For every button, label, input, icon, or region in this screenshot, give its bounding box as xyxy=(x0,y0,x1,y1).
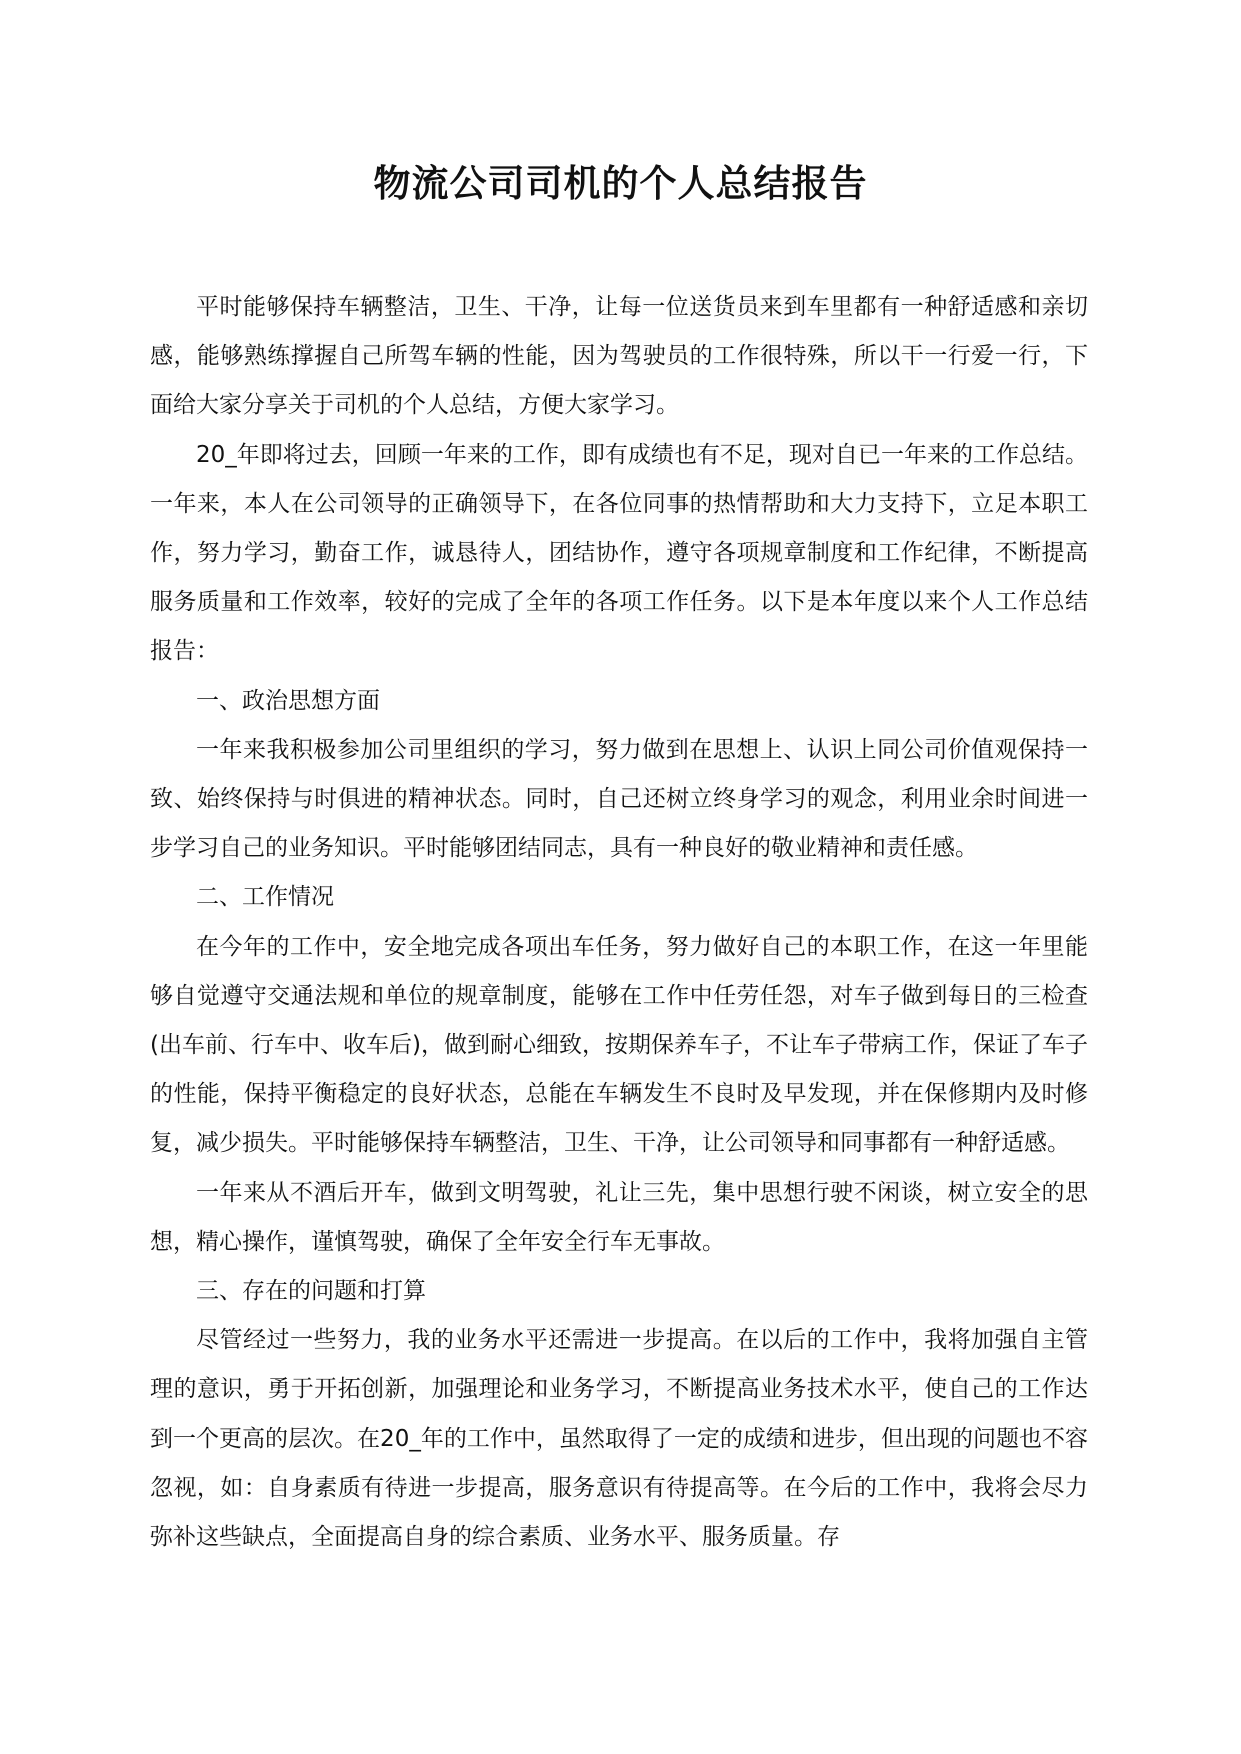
problems-paragraph: 尽管经过一些努力，我的业务水平还需进一步提高。在以后的工作中，我将加强自主管理的意识，勇于开拓创新，加强理论和业务学习，不断提高业务技术水平，使自己的工作达到一个更高的层次。在20_年的工作中，虽然取得了一定的成绩和进步，但出现的问题也不容忽视，如：自身素质有待进一步提高，服务意识有待提高等。在今后的工作中，我将会尽力弥补这些缺点，全面提高自身的综合素质、业务水平、服务质量。存 xyxy=(150,1327,1088,1551)
section-heading-work: 二、工作情况 xyxy=(196,884,334,911)
work-paragraph: 在今年的工作中，安全地完成各项出车任务，努力做好自己的本职工作，在这一年里能够自觉遵守交通法规和单位的规章制度，能够在工作中任劳任怨，对车子做到每日的三检查(出车前、行车中、收车后)，做到耐心细致，按期保养车子，不让车子带病工作，保证了车子的性能，保持平衡稳定的良好状态，总能在车辆发生不良时及早发现，并在保修期内及时修复，减少损失。平时能够保持车辆整洁，卫生、干净，让公司领导和同事都有一种舒适感。 xyxy=(150,933,1088,1157)
year-review-paragraph: 20_年即将过去，回顾一年来的工作，即有成绩也有不足，现对自已一年来的工作总结。一年来，本人在公司领导的正确领导下，在各位同事的热情帮助和大力支持下，立足本职工作，努力学习，勤奋工作，诚恳待人，团结协作，遵守各项规章制度和工作纪律，不断提高服务质量和工作效率，较好的完成了全年的各项工作任务。以下是本年度以来个人工作总结报告： xyxy=(150,441,1088,665)
politics-paragraph: 一年来我积极参加公司里组织的学习，努力做到在思想上、认识上同公司价值观保持一致、始终保持与时俱进的精神状态。同时，自己还树立终身学习的观念，利用业余时间进一步学习自己的业务知识。平时能够团结同志，具有一种良好的敬业精神和责任感。 xyxy=(150,736,1088,862)
safety-paragraph: 一年来从不酒后开车，做到文明驾驶，礼让三先，集中思想行驶不闲谈，树立安全的思想，精心操作，谨慎驾驶，确保了全年安全行车无事故。 xyxy=(150,1179,1088,1255)
document-title: 物流公司司机的个人总结报告 xyxy=(373,162,868,205)
intro-paragraph: 平时能够保持车辆整洁，卫生、干净，让每一位送货员来到车里都有一种舒适感和亲切感，能够熟练撑握自己所驾车辆的性能，因为驾驶员的工作很特殊，所以干一行爱一行，下面给大家分享关于司机的个人总结，方便大家学习。 xyxy=(150,294,1088,419)
document-body xyxy=(150,283,1088,1562)
section-heading-problems: 三、存在的问题和打算 xyxy=(196,1278,426,1305)
section-heading-politics: 一、政治思想方面 xyxy=(196,687,380,714)
